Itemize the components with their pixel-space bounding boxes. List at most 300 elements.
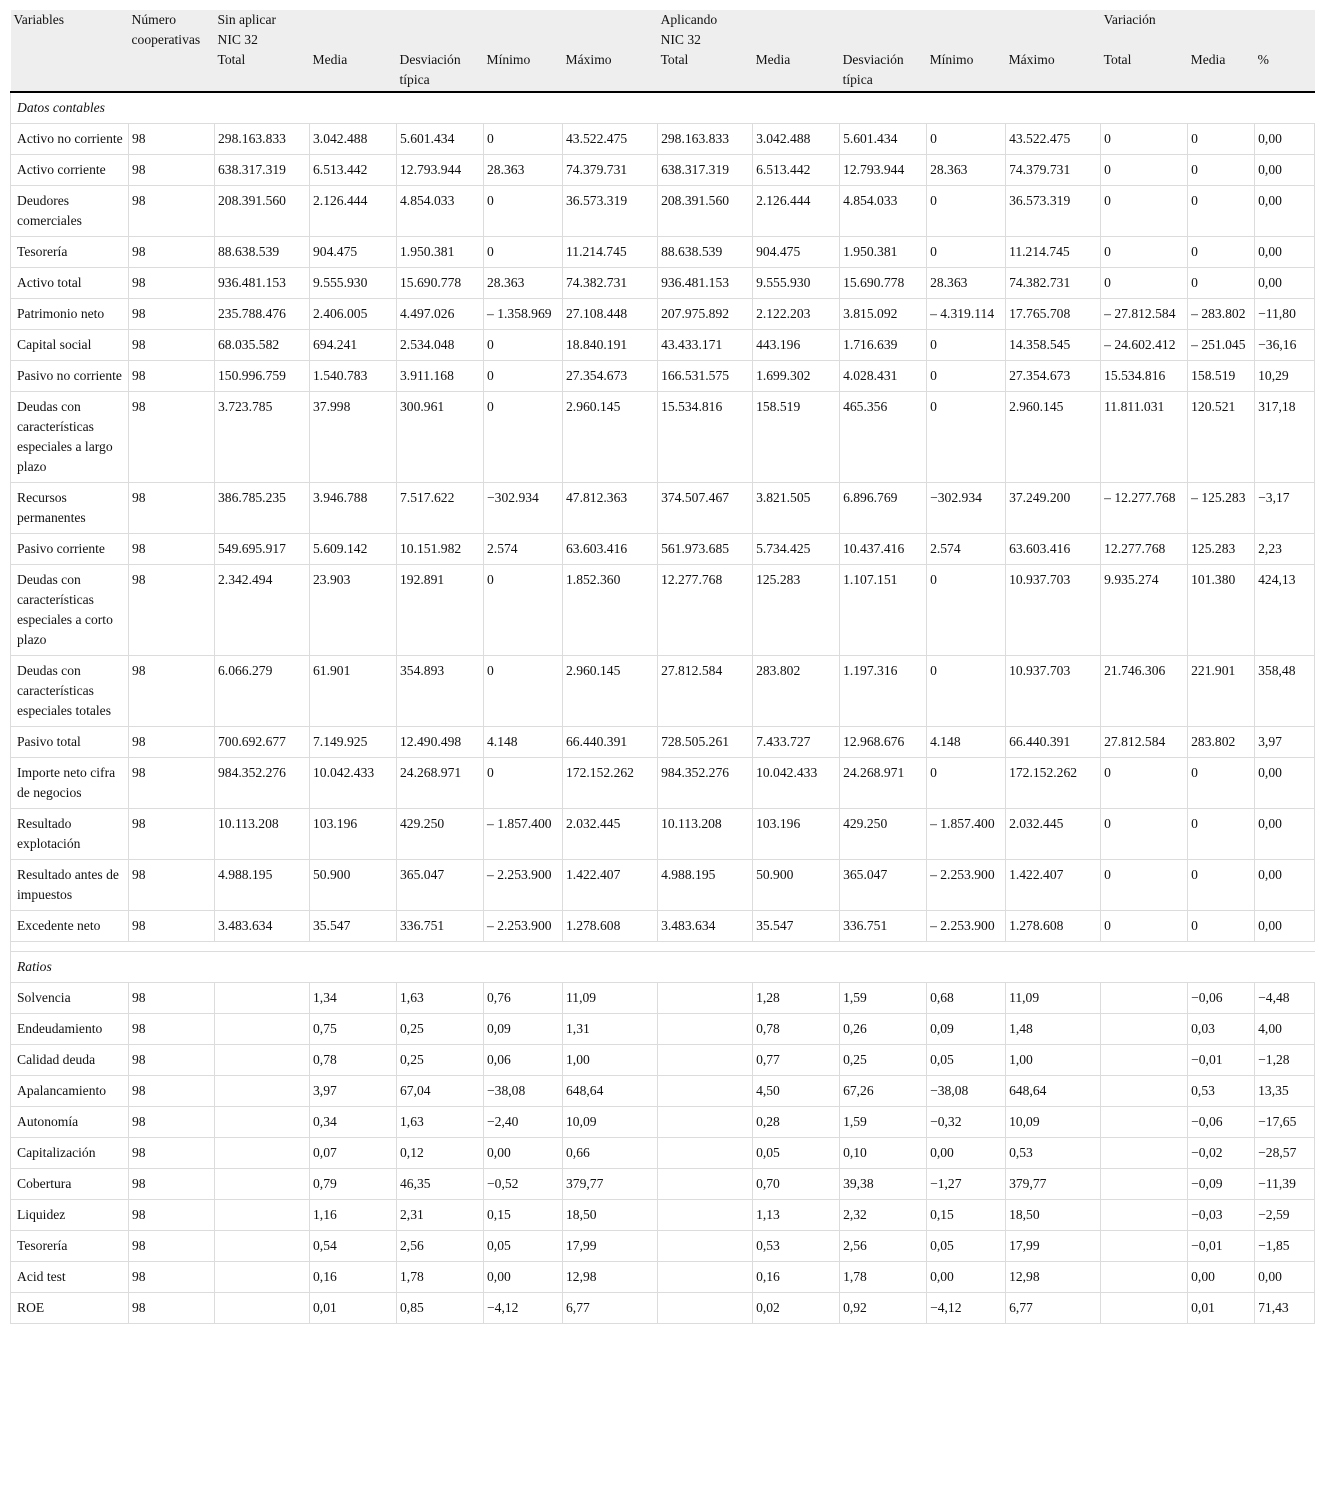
table-cell: −0,06 xyxy=(1188,983,1255,1014)
table-cell: 9.935.274 xyxy=(1101,565,1188,656)
table-cell: −3,17 xyxy=(1255,483,1315,534)
table-cell: 0,54 xyxy=(310,1231,397,1262)
table-cell xyxy=(215,1231,310,1262)
table-cell: 0,15 xyxy=(484,1200,563,1231)
table-cell: 17,99 xyxy=(563,1231,658,1262)
table-cell: 27.108.448 xyxy=(563,299,658,330)
table-cell: 28.363 xyxy=(927,268,1006,299)
table-cell: 1,28 xyxy=(753,983,840,1014)
table-cell: 1.422.407 xyxy=(1006,860,1101,911)
table-cell: 283.802 xyxy=(753,656,840,727)
table-cell: 61.901 xyxy=(310,656,397,727)
row-label: Liquidez xyxy=(11,1200,129,1231)
row-label: Calidad deuda xyxy=(11,1045,129,1076)
table-cell: 0,12 xyxy=(397,1138,484,1169)
table-cell: 6.513.442 xyxy=(753,155,840,186)
table-cell: 0,05 xyxy=(484,1231,563,1262)
table-cell: 1,31 xyxy=(563,1014,658,1045)
table-cell: 9.555.930 xyxy=(310,268,397,299)
row-label: Deudas con características especiales a corto plazo xyxy=(11,565,129,656)
table-row xyxy=(11,860,1315,911)
table-cell: 0 xyxy=(1188,186,1255,237)
table-cell: 98 xyxy=(129,1107,215,1138)
table-cell: 3.483.634 xyxy=(215,911,310,942)
table-cell xyxy=(1101,1262,1188,1293)
table-cell: 0,15 xyxy=(927,1200,1006,1231)
table-cell: −0,02 xyxy=(1188,1138,1255,1169)
table-cell: 2.126.444 xyxy=(310,186,397,237)
table-cell: 23.903 xyxy=(310,565,397,656)
table-cell xyxy=(658,1014,753,1045)
table-cell: 10.042.433 xyxy=(753,758,840,809)
section-spacer xyxy=(11,942,1315,952)
row-label: Importe neto cifra de negocios xyxy=(11,758,129,809)
table-cell: 0,79 xyxy=(310,1169,397,1200)
col-numero: Número cooperativas xyxy=(129,10,215,50)
table-cell: – 1.358.969 xyxy=(484,299,563,330)
table-cell: 638.317.319 xyxy=(215,155,310,186)
table-cell: 728.505.261 xyxy=(658,727,753,758)
table-row xyxy=(11,1262,1315,1293)
subheader-cell: Total xyxy=(215,50,310,92)
table-cell: 2.960.145 xyxy=(563,656,658,727)
row-label: Endeudamiento xyxy=(11,1014,129,1045)
table-cell: 4,00 xyxy=(1255,1014,1315,1045)
table-cell: 35.547 xyxy=(310,911,397,942)
table-cell: 21.746.306 xyxy=(1101,656,1188,727)
table-row xyxy=(11,1045,1315,1076)
table-cell: 0 xyxy=(1188,758,1255,809)
table-cell: 1.699.302 xyxy=(753,361,840,392)
table-cell: 0,92 xyxy=(840,1293,927,1324)
table-cell: 208.391.560 xyxy=(658,186,753,237)
table-cell: 24.268.971 xyxy=(840,758,927,809)
table-cell: 98 xyxy=(129,237,215,268)
table-cell: 700.692.677 xyxy=(215,727,310,758)
table-cell: 0,00 xyxy=(1188,1262,1255,1293)
table-cell: 336.751 xyxy=(840,911,927,942)
row-label: Resultado explotación xyxy=(11,809,129,860)
table-row xyxy=(11,361,1315,392)
table-cell: 10.937.703 xyxy=(1006,565,1101,656)
table-cell: 3,97 xyxy=(310,1076,397,1107)
table-cell: 0 xyxy=(1188,809,1255,860)
row-label: Apalancamiento xyxy=(11,1076,129,1107)
table-cell: 0,53 xyxy=(753,1231,840,1262)
spacer-cell xyxy=(11,942,1315,952)
table-cell: 2.960.145 xyxy=(563,392,658,483)
table-cell: – 12.277.768 xyxy=(1101,483,1188,534)
table-cell: – 2.253.900 xyxy=(484,860,563,911)
table-cell: 6.066.279 xyxy=(215,656,310,727)
table-cell: 1,48 xyxy=(1006,1014,1101,1045)
table-cell: 10,09 xyxy=(1006,1107,1101,1138)
table-cell: 15.534.816 xyxy=(658,392,753,483)
table-cell: −302.934 xyxy=(484,483,563,534)
table-cell: 98 xyxy=(129,1014,215,1045)
table-cell: −38,08 xyxy=(484,1076,563,1107)
table-cell: 3.723.785 xyxy=(215,392,310,483)
table-cell: 15.690.778 xyxy=(397,268,484,299)
table-cell: 221.901 xyxy=(1188,656,1255,727)
table-cell: 0,77 xyxy=(753,1045,840,1076)
table-cell xyxy=(658,1262,753,1293)
table-cell: 0 xyxy=(1188,155,1255,186)
table-cell: 98 xyxy=(129,155,215,186)
table-cell: 4.148 xyxy=(927,727,1006,758)
table-cell: 379,77 xyxy=(563,1169,658,1200)
table-cell: 379,77 xyxy=(1006,1169,1101,1200)
table-cell: 0,00 xyxy=(1255,911,1315,942)
table-cell: 1.852.360 xyxy=(563,565,658,656)
table-cell: 43.522.475 xyxy=(563,124,658,155)
table-cell: 365.047 xyxy=(397,860,484,911)
table-cell: 98 xyxy=(129,860,215,911)
table-row xyxy=(11,1200,1315,1231)
table-cell: 0 xyxy=(484,565,563,656)
table-row xyxy=(11,155,1315,186)
table-cell: 98 xyxy=(129,483,215,534)
table-cell: 648,64 xyxy=(563,1076,658,1107)
table-cell: 5.601.434 xyxy=(397,124,484,155)
table-cell: 2,32 xyxy=(840,1200,927,1231)
table-cell: 3,97 xyxy=(1255,727,1315,758)
table-cell xyxy=(215,1169,310,1200)
table-cell xyxy=(1101,983,1188,1014)
table-cell: 98 xyxy=(129,1293,215,1324)
table-cell xyxy=(658,1200,753,1231)
table-cell: 98 xyxy=(129,1262,215,1293)
table-row xyxy=(11,911,1315,942)
table-cell: – 4.319.114 xyxy=(927,299,1006,330)
row-label: Autonomía xyxy=(11,1107,129,1138)
table-cell: 0,05 xyxy=(927,1045,1006,1076)
table-cell: 0,09 xyxy=(484,1014,563,1045)
table-row xyxy=(11,1014,1315,1045)
table-cell: 0 xyxy=(927,330,1006,361)
table-cell: 354.893 xyxy=(397,656,484,727)
table-cell: 7.517.622 xyxy=(397,483,484,534)
table-cell: 984.352.276 xyxy=(658,758,753,809)
table-cell: – 125.283 xyxy=(1188,483,1255,534)
row-label: ROE xyxy=(11,1293,129,1324)
table-cell: 2.574 xyxy=(927,534,1006,565)
table-cell: 66.440.391 xyxy=(563,727,658,758)
table-cell: 0,01 xyxy=(310,1293,397,1324)
table-cell xyxy=(215,1262,310,1293)
table-cell: 10,29 xyxy=(1255,361,1315,392)
row-label: Deudas con características especiales totales xyxy=(11,656,129,727)
table-cell: 0,53 xyxy=(1006,1138,1101,1169)
table-cell: −2,40 xyxy=(484,1107,563,1138)
table-cell: 50.900 xyxy=(310,860,397,911)
subheader-cell: Media xyxy=(1188,50,1255,92)
table-cell xyxy=(1101,1293,1188,1324)
table-cell: – 2.253.900 xyxy=(927,911,1006,942)
table-header xyxy=(11,10,1315,92)
table-cell xyxy=(1101,1200,1188,1231)
table-cell xyxy=(658,1045,753,1076)
table-cell: 27.354.673 xyxy=(563,361,658,392)
table-cell: 37.249.200 xyxy=(1006,483,1101,534)
table-cell: 13,35 xyxy=(1255,1076,1315,1107)
table-cell: 2.342.494 xyxy=(215,565,310,656)
table-cell: 0,00 xyxy=(1255,268,1315,299)
table-cell: 2.534.048 xyxy=(397,330,484,361)
table-cell: 0 xyxy=(1101,758,1188,809)
table-cell: 28.363 xyxy=(484,268,563,299)
table-cell: −28,57 xyxy=(1255,1138,1315,1169)
table-cell: 0 xyxy=(484,330,563,361)
table-cell: 103.196 xyxy=(310,809,397,860)
table-cell: – 1.857.400 xyxy=(484,809,563,860)
table-cell: 4,50 xyxy=(753,1076,840,1107)
table-cell: 0 xyxy=(1101,237,1188,268)
row-label: Cobertura xyxy=(11,1169,129,1200)
table-cell: −0,01 xyxy=(1188,1045,1255,1076)
table-cell: 1,00 xyxy=(563,1045,658,1076)
row-label: Tesorería xyxy=(11,1231,129,1262)
row-label: Activo total xyxy=(11,268,129,299)
table-cell: 0,07 xyxy=(310,1138,397,1169)
table-cell: 63.603.416 xyxy=(1006,534,1101,565)
table-cell: 125.283 xyxy=(753,565,840,656)
table-cell: 1,63 xyxy=(397,983,484,1014)
table-cell: 12.490.498 xyxy=(397,727,484,758)
section-title: Ratios xyxy=(11,952,1315,983)
table-cell: 35.547 xyxy=(753,911,840,942)
table-cell: 0,68 xyxy=(927,983,1006,1014)
table-row xyxy=(11,237,1315,268)
table-cell: 74.382.731 xyxy=(1006,268,1101,299)
table-cell: 1.540.783 xyxy=(310,361,397,392)
table-cell xyxy=(215,983,310,1014)
table-cell: 172.152.262 xyxy=(1006,758,1101,809)
table-cell: 3.821.505 xyxy=(753,483,840,534)
table-cell: 235.788.476 xyxy=(215,299,310,330)
table-cell: 904.475 xyxy=(753,237,840,268)
table-cell: 4.988.195 xyxy=(658,860,753,911)
table-cell: 12.277.768 xyxy=(658,565,753,656)
table-cell: 0,00 xyxy=(1255,186,1315,237)
table-cell: 0,70 xyxy=(753,1169,840,1200)
row-label: Tesorería xyxy=(11,237,129,268)
table-cell: 0,25 xyxy=(397,1014,484,1045)
table-cell: 98 xyxy=(129,1169,215,1200)
table-cell: 18,50 xyxy=(1006,1200,1101,1231)
table-cell: – 251.045 xyxy=(1188,330,1255,361)
table-row xyxy=(11,809,1315,860)
table-cell: 37.998 xyxy=(310,392,397,483)
row-label: Patrimonio neto xyxy=(11,299,129,330)
table-cell: 11.811.031 xyxy=(1101,392,1188,483)
table-body xyxy=(11,92,1315,1324)
table-cell: 0,00 xyxy=(1255,860,1315,911)
group-aplicando-label: Aplicando NIC 32 xyxy=(660,12,718,47)
table-cell: 0,16 xyxy=(310,1262,397,1293)
table-cell: 0 xyxy=(1101,809,1188,860)
table-cell: 0,00 xyxy=(1255,758,1315,809)
table-cell: 98 xyxy=(129,1200,215,1231)
table-cell: 6.513.442 xyxy=(310,155,397,186)
row-label: Solvencia xyxy=(11,983,129,1014)
table-cell: 0 xyxy=(927,758,1006,809)
table-cell: 300.961 xyxy=(397,392,484,483)
table-cell: 88.638.539 xyxy=(215,237,310,268)
table-cell: 1.422.407 xyxy=(563,860,658,911)
table-cell: 0,76 xyxy=(484,983,563,1014)
table-cell: 0 xyxy=(1101,911,1188,942)
table-cell: 67,04 xyxy=(397,1076,484,1107)
table-cell: −0,32 xyxy=(927,1107,1006,1138)
table-cell xyxy=(215,1107,310,1138)
table-cell: 43.522.475 xyxy=(1006,124,1101,155)
table-cell: 283.802 xyxy=(1188,727,1255,758)
table-cell: 0,02 xyxy=(753,1293,840,1324)
table-cell: 36.573.319 xyxy=(1006,186,1101,237)
table-cell: 101.380 xyxy=(1188,565,1255,656)
group-variacion: Variación xyxy=(1101,10,1315,50)
table-cell: 0 xyxy=(927,186,1006,237)
table-cell: 0 xyxy=(484,237,563,268)
table-cell: 36.573.319 xyxy=(563,186,658,237)
table-cell: 0,25 xyxy=(840,1045,927,1076)
table-cell: 10.113.208 xyxy=(658,809,753,860)
table-cell: 39,38 xyxy=(840,1169,927,1200)
subheader-cell: Máximo xyxy=(1006,50,1101,92)
row-label: Pasivo total xyxy=(11,727,129,758)
table-cell: 549.695.917 xyxy=(215,534,310,565)
table-cell: 358,48 xyxy=(1255,656,1315,727)
table-cell: −0,52 xyxy=(484,1169,563,1200)
table-cell: 4.497.026 xyxy=(397,299,484,330)
table-cell xyxy=(215,1014,310,1045)
table-cell: 12.793.944 xyxy=(397,155,484,186)
table-cell: −1,27 xyxy=(927,1169,1006,1200)
table-cell: 374.507.467 xyxy=(658,483,753,534)
table-cell: 0,01 xyxy=(1188,1293,1255,1324)
table-cell: 694.241 xyxy=(310,330,397,361)
row-label: Excedente neto xyxy=(11,911,129,942)
table-cell: 17,99 xyxy=(1006,1231,1101,1262)
col-variables: Variables xyxy=(11,10,129,50)
table-cell: 1.716.639 xyxy=(840,330,927,361)
table-cell: 12,98 xyxy=(1006,1262,1101,1293)
row-label: Capital social xyxy=(11,330,129,361)
table-cell: 648,64 xyxy=(1006,1076,1101,1107)
table-cell: −1,28 xyxy=(1255,1045,1315,1076)
table-cell: 15.534.816 xyxy=(1101,361,1188,392)
table-cell: 11.214.745 xyxy=(1006,237,1101,268)
table-cell: 0,26 xyxy=(840,1014,927,1045)
table-cell: 0,85 xyxy=(397,1293,484,1324)
table-cell: 98 xyxy=(129,1231,215,1262)
table-cell: – 2.253.900 xyxy=(484,911,563,942)
table-cell: 11,09 xyxy=(563,983,658,1014)
table-cell: 1,13 xyxy=(753,1200,840,1231)
table-cell: 166.531.575 xyxy=(658,361,753,392)
table-cell: 465.356 xyxy=(840,392,927,483)
table-cell: 443.196 xyxy=(753,330,840,361)
table-cell: −4,12 xyxy=(484,1293,563,1324)
table-cell xyxy=(215,1076,310,1107)
table-cell: 0,78 xyxy=(310,1045,397,1076)
table-cell: 0 xyxy=(927,124,1006,155)
table-cell: 317,18 xyxy=(1255,392,1315,483)
table-cell: 0,00 xyxy=(1255,124,1315,155)
table-cell: 904.475 xyxy=(310,237,397,268)
table-cell: −4,48 xyxy=(1255,983,1315,1014)
table-cell: 1.950.381 xyxy=(840,237,927,268)
table-cell: 0 xyxy=(927,656,1006,727)
table-cell: 11.214.745 xyxy=(563,237,658,268)
table-row xyxy=(11,656,1315,727)
table-cell: 103.196 xyxy=(753,809,840,860)
subheader-cell: Mínimo xyxy=(484,50,563,92)
table-row xyxy=(11,1138,1315,1169)
table-cell: 0 xyxy=(927,565,1006,656)
table-cell: 0 xyxy=(484,758,563,809)
table-cell: 98 xyxy=(129,1045,215,1076)
table-cell: 298.163.833 xyxy=(215,124,310,155)
table-cell: 68.035.582 xyxy=(215,330,310,361)
table-cell: 50.900 xyxy=(753,860,840,911)
table-cell xyxy=(1101,1231,1188,1262)
table-row xyxy=(11,1231,1315,1262)
table-cell xyxy=(658,1293,753,1324)
table-cell: 98 xyxy=(129,534,215,565)
subheader-empty xyxy=(11,50,129,92)
table-cell: 1.107.151 xyxy=(840,565,927,656)
table-cell: 125.283 xyxy=(1188,534,1255,565)
table-cell: 2.574 xyxy=(484,534,563,565)
table-cell: −0,01 xyxy=(1188,1231,1255,1262)
table-cell: 429.250 xyxy=(840,809,927,860)
table-cell: 365.047 xyxy=(840,860,927,911)
table-cell: 47.812.363 xyxy=(563,483,658,534)
table-cell: – 27.812.584 xyxy=(1101,299,1188,330)
table-cell xyxy=(215,1200,310,1231)
table-cell: 0 xyxy=(927,237,1006,268)
table-cell: 0,03 xyxy=(1188,1014,1255,1045)
table-cell: 2.960.145 xyxy=(1006,392,1101,483)
table-cell: 15.690.778 xyxy=(840,268,927,299)
table-row xyxy=(11,330,1315,361)
table-cell: 1.197.316 xyxy=(840,656,927,727)
table-cell: 17.765.708 xyxy=(1006,299,1101,330)
table-cell xyxy=(1101,1169,1188,1200)
table-cell: 98 xyxy=(129,911,215,942)
table-cell: 0 xyxy=(1101,268,1188,299)
table-cell: 98 xyxy=(129,656,215,727)
group-sin-aplicar-label: Sin aplicar NIC 32 xyxy=(217,12,277,47)
table-cell xyxy=(215,1138,310,1169)
table-cell: 386.785.235 xyxy=(215,483,310,534)
table-cell: 2.406.005 xyxy=(310,299,397,330)
table-cell: 98 xyxy=(129,361,215,392)
table-cell: 0,28 xyxy=(753,1107,840,1138)
row-label: Activo corriente xyxy=(11,155,129,186)
table-cell: 27.354.673 xyxy=(1006,361,1101,392)
table-cell: 0,00 xyxy=(927,1138,1006,1169)
subheader-empty xyxy=(129,50,215,92)
table-cell: 74.382.731 xyxy=(563,268,658,299)
table-cell: 172.152.262 xyxy=(563,758,658,809)
table-cell: 28.363 xyxy=(484,155,563,186)
table-cell xyxy=(658,1169,753,1200)
table-cell: 6,77 xyxy=(1006,1293,1101,1324)
table-cell: 10.437.416 xyxy=(840,534,927,565)
